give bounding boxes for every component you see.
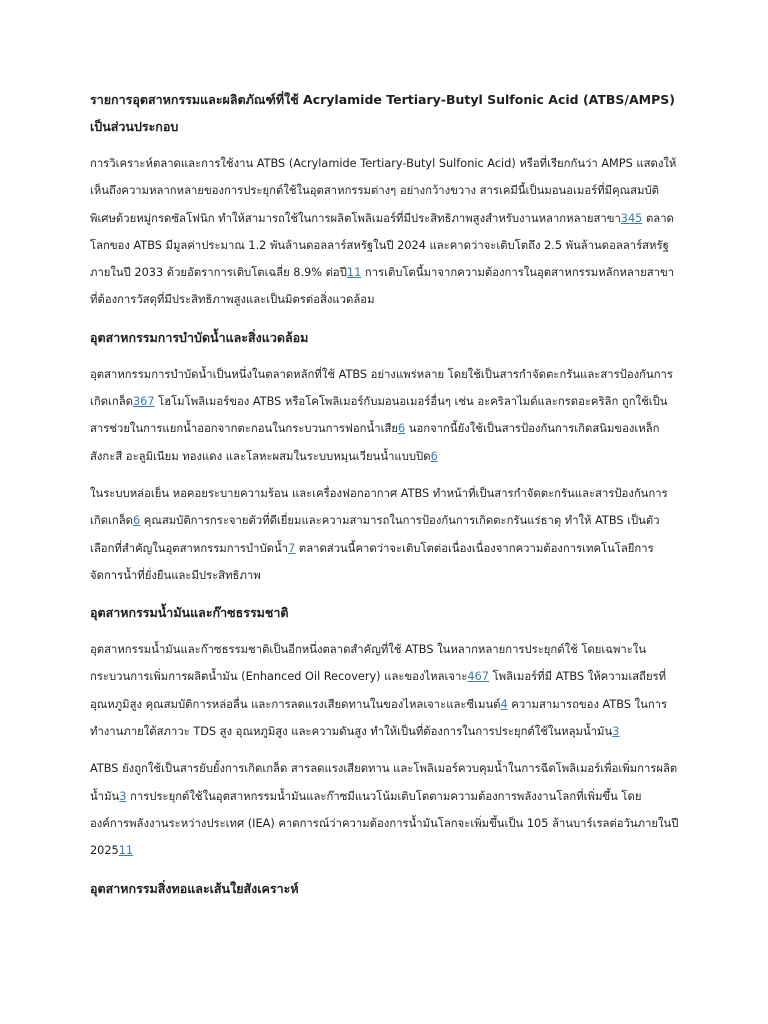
- reference-link[interactable]: 11: [118, 844, 134, 858]
- section-heading: [90, 599, 680, 626]
- text-run: อุตสาหกรรมน้ำมันและก๊าซธรรมชาติเป็นอีกหนึ่งตลาดสำคัญที่ใช้ ATBS ในหลากหลายการประยุกต์ใช้ โดยเฉพาะในกระบวนการเพิ่มการผลิตน้ำมัน (Enhanced Oil Recovery) และของไหลเจาะ: [90, 643, 647, 684]
- text-run: โพลิเมอร์ที่มี ATBS ให้ความเสถียรที่อุณหภูมิสูง คุณสมบัติการหล่อลื่น และการลดแรงเสียดทานในของไหลเจาะและซีเมนต์: [90, 670, 667, 711]
- reference-link[interactable]: 3: [119, 789, 127, 803]
- body-paragraph: [90, 755, 680, 864]
- text-run: การวิเคราะห์ตลาดและการใช้งาน ATBS (Acrylamide Tertiary-Butyl Sulfonic Acid) หรือที่เรียกกันว่า AMPS แสดงให้เห็นถึงความหลากหลายของการประยุกต์ใช้ในอุตสาหกรรมต่างๆ อย่างกว้างขวาง สารเคมีนี้เป็นมอนอเมอร์ที่มีคุณสมบัติพิเศษด้วยหมู่กรดซัลโฟนิก ทำให้สามารถใช้ในการผลิตโพลิเมอร์ที่มีประสิทธิภาพสูงสำหรับงานหลากหลายสาขา: [90, 157, 677, 225]
- section-heading: [90, 86, 680, 140]
- text-run: โฮโมโพลิเมอร์ของ ATBS หรือโคโพลิเมอร์กับมอนอเมอร์อื่นๆ เช่น อะคริลาไมด์และกรดอะคริลิก ถูกใช้เป็นสารช่วยในการแยกน้ำออกจากตะกอนในกระบวนการฟอกน้ำเสีย: [90, 395, 668, 436]
- text-run: การประยุกต์ใช้ในอุตสาหกรรมน้ำมันและก๊าซมีแนวโน้มเติบโตตามความต้องการพลังงานโลกที่เพิ่มขึ้น โดยองค์การพลังงานระหว่างประเทศ (IEA) คาดการณ์ว่าความต้องการน้ำมันโลกจะเพิ่มขึ้นเป็น 105 ล้านบาร์เรลต่อวันภายในปี 2025: [90, 789, 679, 858]
- text-run: อุตสาหกรรมการบำบัดน้ำเป็นหนึ่งในตลาดหลักที่ใช้ ATBS อย่างแพร่หลาย โดยใช้เป็นสารกำจัดตะกรันและสารป้องกันการเกิดเกล็ด: [90, 367, 673, 409]
- text-run: อุตสาหกรรมสิ่งทอและเส้นใยสังเคราะห์: [90, 880, 299, 896]
- reference-link[interactable]: 6: [133, 514, 141, 528]
- reference-link[interactable]: 11: [346, 266, 362, 280]
- body-paragraph: [90, 150, 680, 314]
- text-run: ตลาดส่วนนี้คาดว่าจะเติบโตต่อเนื่องเนื่องจากความต้องการเทคโนโลยีการจัดการน้ำที่ยั่งยืนและมีประสิทธิภาพ: [90, 541, 654, 582]
- reference-link[interactable]: 6: [397, 422, 406, 436]
- reference-link[interactable]: 7: [288, 541, 296, 555]
- text-run: อุตสาหกรรมน้ำมันและก๊าซธรรมชาติ: [90, 605, 289, 621]
- text-run: คุณสมบัติการกระจายตัวที่ดีเยี่ยมและความสามารถในการป้องกันการเกิดตะกรันแร่ธาตุ ทำให้ ATBS เป็นตัวเลือกที่สำคัญในอุตสาหกรรมการบำบัดน้ำ: [90, 514, 660, 555]
- section-heading: [90, 875, 680, 902]
- body-paragraph: [90, 480, 680, 589]
- reference-link[interactable]: 367: [133, 395, 155, 409]
- reference-link[interactable]: 6: [430, 449, 438, 463]
- document-body: [90, 86, 680, 912]
- text-run: ในระบบหล่อเย็น หอคอยระบายความร้อน และเครื่องฟอกอากาศ ATBS ทำหน้าที่เป็นสารกำจัดตะกรันและสารป้องกันการเกิดเกล็ด: [90, 486, 668, 528]
- text-run: ATBS ยังถูกใช้เป็นสารยับยั้งการเกิดเกล็ด สารลดแรงเสียดทาน และโพลิเมอร์ควบคุมน้ำในการฉีดโพลิเมอร์เพื่อเพิ่มการผลิตน้ำมัน: [90, 762, 678, 803]
- text-run: อุตสาหกรรมการบำบัดน้ำและสิ่งแวดล้อม: [90, 329, 309, 345]
- reference-link[interactable]: 345: [620, 211, 643, 225]
- text-run: ความสามารถของ ATBS ในการทำงานภายใต้สภาวะ TDS สูง อุณหภูมิสูง และความดันสูง ทำให้เป็นที่ต้องการในการประยุกต์ใช้ในหลุมน้ำมัน: [90, 697, 668, 739]
- section-heading: [90, 324, 680, 351]
- reference-link[interactable]: 467: [467, 670, 489, 684]
- reference-link[interactable]: 4: [500, 697, 508, 711]
- text-run: รายการอุตสาหกรรมและผลิตภัณฑ์ที่ใช้ Acrylamide Tertiary-Butyl Sulfonic Acid (ATBS/AMPS) เป็นส่วนประกอบ: [90, 92, 675, 134]
- text-run: ตลาดโลกของ ATBS มีมูลค่าประมาณ 1.2 พันล้านดอลลาร์สหรัฐในปี 2024 และคาดว่าจะเติบโตถึง 2.5 พันล้านดอลลาร์สหรัฐภายในปี 2033 ด้วยอัตราการเติบโตเฉลี่ย 8.9% ต่อปี: [90, 211, 674, 280]
- reference-link[interactable]: 3: [612, 725, 620, 739]
- text-run: การเติบโตนี้มาจากความต้องการในอุตสาหกรรมหลักหลายสาขาที่ต้องการวัสดุที่มีประสิทธิภาพสูงและเป็นมิตรต่อสิ่งแวดล้อม: [90, 266, 675, 307]
- text-run: นอกจากนี้ยังใช้เป็นสารป้องกันการเกิดสนิมของเหล็ก สังกะสี อะลูมิเนียม ทองแดง และโลหะผสมในระบบหมุนเวียนน้ำแบบปิด: [90, 422, 660, 463]
- body-paragraph: [90, 636, 680, 745]
- body-paragraph: [90, 361, 680, 470]
